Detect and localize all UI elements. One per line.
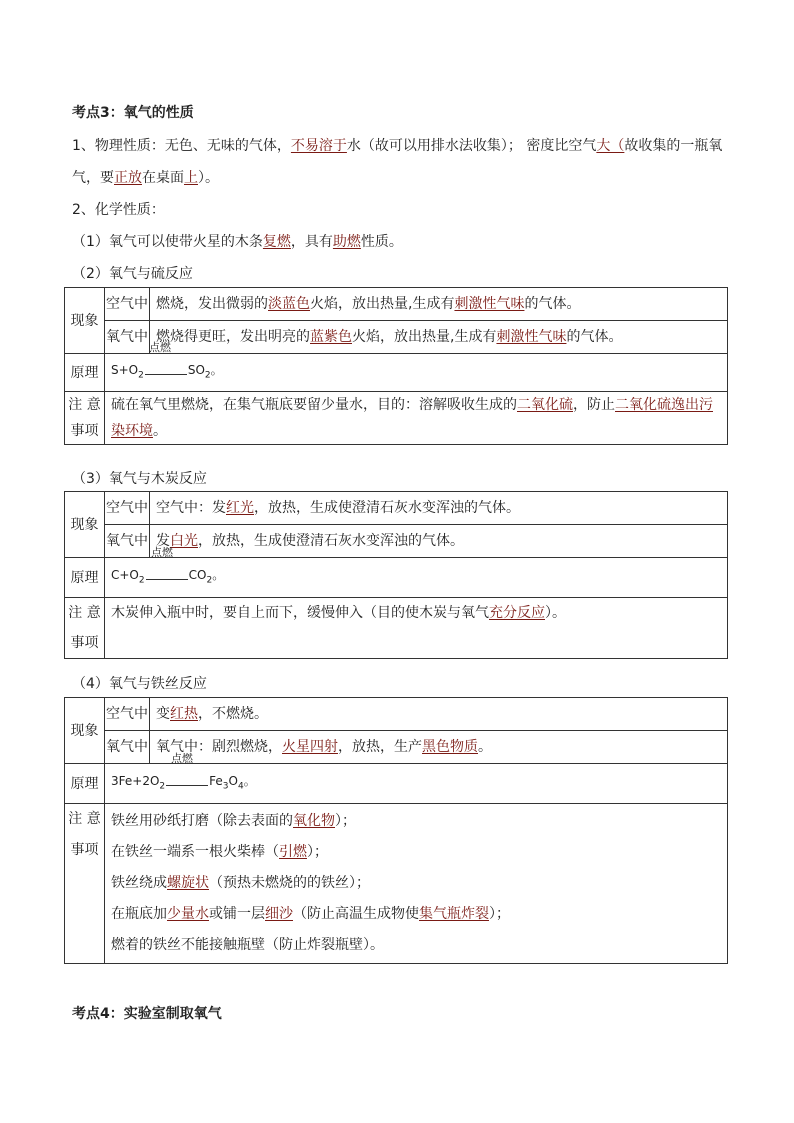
label-principle: 原理 (65, 558, 105, 598)
sulfur-oxygen-phenomenon: 燃烧得更旺，发出明亮的蓝紫色火焰，放出热量,生成有刺激性气味的气体。 (150, 321, 728, 354)
label-principle: 原理 (65, 764, 105, 804)
physical-properties-line2: 气，要正放在桌面上）。 (72, 170, 219, 186)
physical-properties-line1: 1、物理性质：无色、无味的气体，不易溶于水（故可以用排水法收集）； 密度比空气大（故收集的一瓶氧 (72, 138, 723, 154)
label-notes: 注 意 事项 (65, 598, 105, 659)
sulfur-equation: $S+O_2$ 点燃 $SO_2$。 (105, 354, 728, 392)
iron-equation: $3Fe+2O_2$ 点燃 $Fe_3O_4$。 (105, 764, 728, 804)
oxygen-relights-splint: （1）氧气可以使带火星的木条复燃，具有助燃性质。 (72, 234, 403, 250)
sulfur-air-phenomenon: 燃烧，发出微弱的淡蓝色火焰，放出热量,生成有刺激性气味的气体。 (150, 288, 728, 321)
iron-note-2: 在铁丝一端系一根火柴棒（引燃）； (111, 844, 328, 860)
label-in-oxygen: 氧气中 (105, 731, 150, 764)
iron-air-phenomenon: 变红热，不燃烧。 (150, 698, 728, 731)
subsection-sulfur: （2）氧气与硫反应 (72, 266, 193, 282)
iron-note-4: 在瓶底加少量水或铺一层细沙（防止高温生成物使集气瓶炸裂）； (111, 906, 510, 922)
label-phenomenon: 现象 (65, 288, 105, 354)
label-phenomenon: 现象 (65, 698, 105, 764)
label-in-oxygen: 氧气中 (105, 321, 150, 354)
label-phenomenon: 现象 (65, 492, 105, 558)
iron-oxygen-phenomenon: 氧气中：剧烈燃烧，火星四射，放热，生产黑色物质。 (150, 731, 728, 764)
label-in-air: 空气中 (105, 698, 150, 731)
label-in-air: 空气中 (105, 288, 150, 321)
label-notes: 注 意 事项 (65, 392, 105, 445)
sulfur-notes: 硫在氧气里燃烧，在集气瓶底要留少量水，目的：溶解吸收生成的二氧化硫，防止二氧化硫逸出污 染环境。 (105, 392, 728, 445)
iron-notes (105, 804, 728, 964)
carbon-air-phenomenon: 空气中：发红光，放热，生成使澄清石灰水变浑浊的气体。 (150, 492, 728, 525)
carbon-notes: 木炭伸入瓶中时，要自上而下，缓慢伸入（目的使木炭与氧气充分反应）。 (105, 598, 728, 659)
section-heading-3: 考点3：氧气的性质 (72, 105, 194, 121)
carbon-table (64, 491, 728, 659)
iron-note-3: 铁丝绕成螺旋状（预热未燃烧的的铁丝）； (111, 875, 370, 891)
sulfur-table (64, 287, 728, 445)
iron-table (64, 697, 728, 964)
carbon-oxygen-phenomenon: 发白光，放热，生成使澄清石灰水变浑浊的气体。 (150, 525, 728, 558)
label-notes: 注 意 事项 (65, 804, 105, 964)
subsection-iron: （4）氧气与铁丝反应 (72, 676, 207, 692)
iron-note-1: 铁丝用砂纸打磨（除去表面的氧化物）； (111, 813, 356, 829)
label-in-oxygen: 氧气中 (105, 525, 150, 558)
label-principle: 原理 (65, 354, 105, 392)
section-heading-4: 考点4：实验室制取氧气 (72, 1006, 222, 1022)
iron-note-5: 燃着的铁丝不能接触瓶壁（防止炸裂瓶壁）。 (111, 937, 384, 953)
chemical-properties-heading: 2、化学性质： (72, 202, 165, 218)
carbon-equation: $C+O_2$ 点燃 $CO_2$。 (105, 558, 728, 598)
label-in-air: 空气中 (105, 492, 150, 525)
subsection-carbon: （3）氧气与木炭反应 (72, 471, 207, 487)
